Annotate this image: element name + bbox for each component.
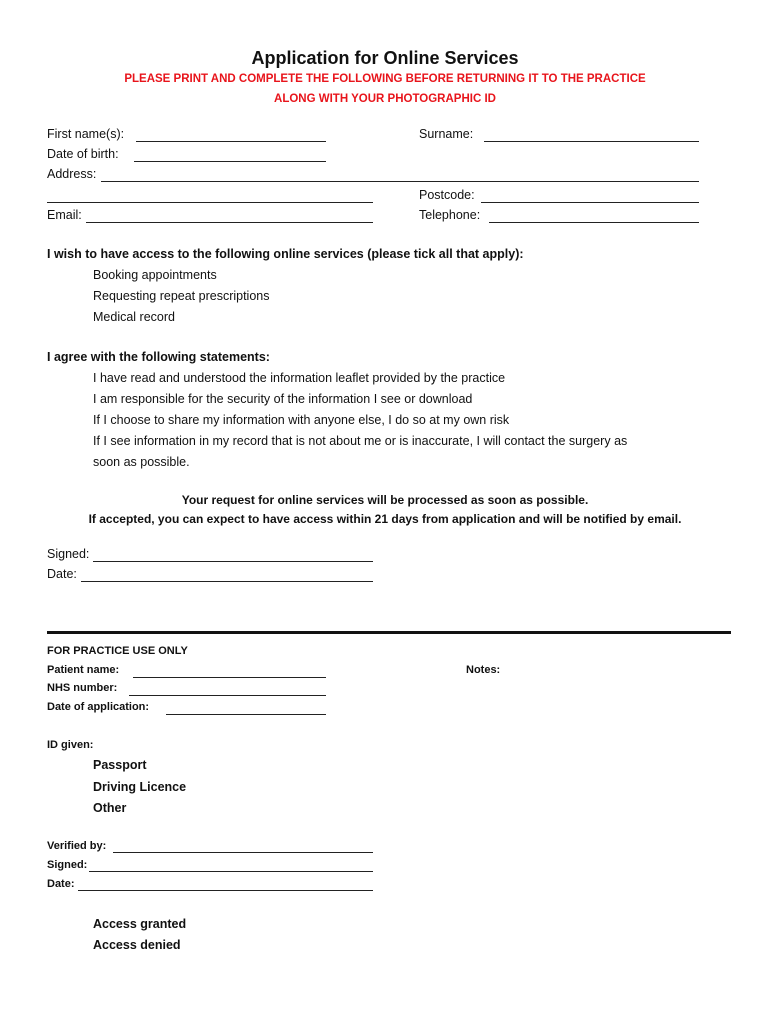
date-of-application-label: Date of application:: [47, 701, 150, 713]
verified-by-field[interactable]: [113, 852, 373, 853]
access-notice: If accepted, you can expect to have access within 21 days from application and will be notified by email.: [88, 512, 682, 526]
postcode-field[interactable]: [481, 202, 699, 203]
statement-item: If I choose to share my information with anyone else, I do so at my own risk: [93, 413, 510, 427]
patient-name-label: Patient name:: [47, 664, 120, 676]
patient-name-field[interactable]: [133, 677, 326, 678]
verified-by-label: Verified by:: [47, 840, 107, 852]
signed-label: Signed:: [47, 547, 90, 561]
page-title: Application for Online Services: [251, 48, 519, 68]
id-option-driving-licence[interactable]: Driving Licence: [93, 780, 187, 794]
date-label: Date:: [47, 567, 77, 581]
nhs-number-field[interactable]: [129, 695, 326, 696]
instruction-line-1: PLEASE PRINT AND COMPLETE THE FOLLOWING BEFORE RETURNING IT TO THE PRACTICE: [124, 73, 646, 85]
postcode-label: Postcode:: [419, 188, 475, 202]
id-given-label: ID given:: [47, 739, 94, 751]
service-option-medical-record[interactable]: Medical record: [93, 310, 175, 324]
practice-date-label: Date:: [47, 878, 75, 890]
practice-use-heading: FOR PRACTICE USE ONLY: [47, 645, 188, 657]
statements-heading: I agree with the following statements:: [47, 350, 270, 364]
date-of-application-field[interactable]: [166, 714, 326, 715]
telephone-field[interactable]: [489, 222, 699, 223]
id-option-other[interactable]: Other: [93, 801, 127, 815]
statement-item: If I see information in my record that is not about me or is inaccurate, I will contact the surgery as: [93, 434, 628, 448]
service-option-prescriptions[interactable]: Requesting repeat prescriptions: [93, 289, 270, 303]
first-name-field[interactable]: [136, 141, 326, 142]
nhs-number-label: NHS number:: [47, 682, 118, 694]
dob-label: Date of birth:: [47, 147, 119, 161]
date-field[interactable]: [81, 581, 373, 582]
id-option-passport[interactable]: Passport: [93, 758, 147, 772]
service-option-booking[interactable]: Booking appointments: [93, 268, 217, 282]
address-field-line-1[interactable]: [101, 181, 699, 182]
practice-date-field[interactable]: [78, 890, 373, 891]
email-field[interactable]: [86, 222, 373, 223]
section-divider: [47, 631, 731, 634]
statement-item: I am responsible for the security of the information I see or download: [93, 392, 473, 406]
signed-field[interactable]: [93, 561, 373, 562]
services-heading: I wish to have access to the following online services (please tick all that apply):: [47, 247, 524, 261]
email-label: Email:: [47, 208, 82, 222]
access-denied-option[interactable]: Access denied: [93, 938, 181, 952]
statement-item: I have read and understood the information leaflet provided by the practice: [93, 371, 506, 385]
access-granted-option[interactable]: Access granted: [93, 917, 187, 931]
address-label: Address:: [47, 167, 97, 181]
instruction-line-2: ALONG WITH YOUR PHOTOGRAPHIC ID: [274, 93, 496, 105]
address-field-line-2[interactable]: [47, 202, 373, 203]
statement-item-continuation: soon as possible.: [93, 455, 190, 469]
processing-notice: Your request for online services will be processed as soon as possible.: [181, 493, 589, 507]
first-name-label: First name(s):: [47, 127, 125, 141]
surname-field[interactable]: [484, 141, 699, 142]
practice-signed-label: Signed:: [47, 859, 88, 871]
surname-label: Surname:: [419, 127, 474, 141]
notes-label: Notes:: [466, 664, 501, 676]
telephone-label: Telephone:: [419, 208, 481, 222]
practice-signed-field[interactable]: [89, 871, 373, 872]
dob-field[interactable]: [134, 161, 326, 162]
